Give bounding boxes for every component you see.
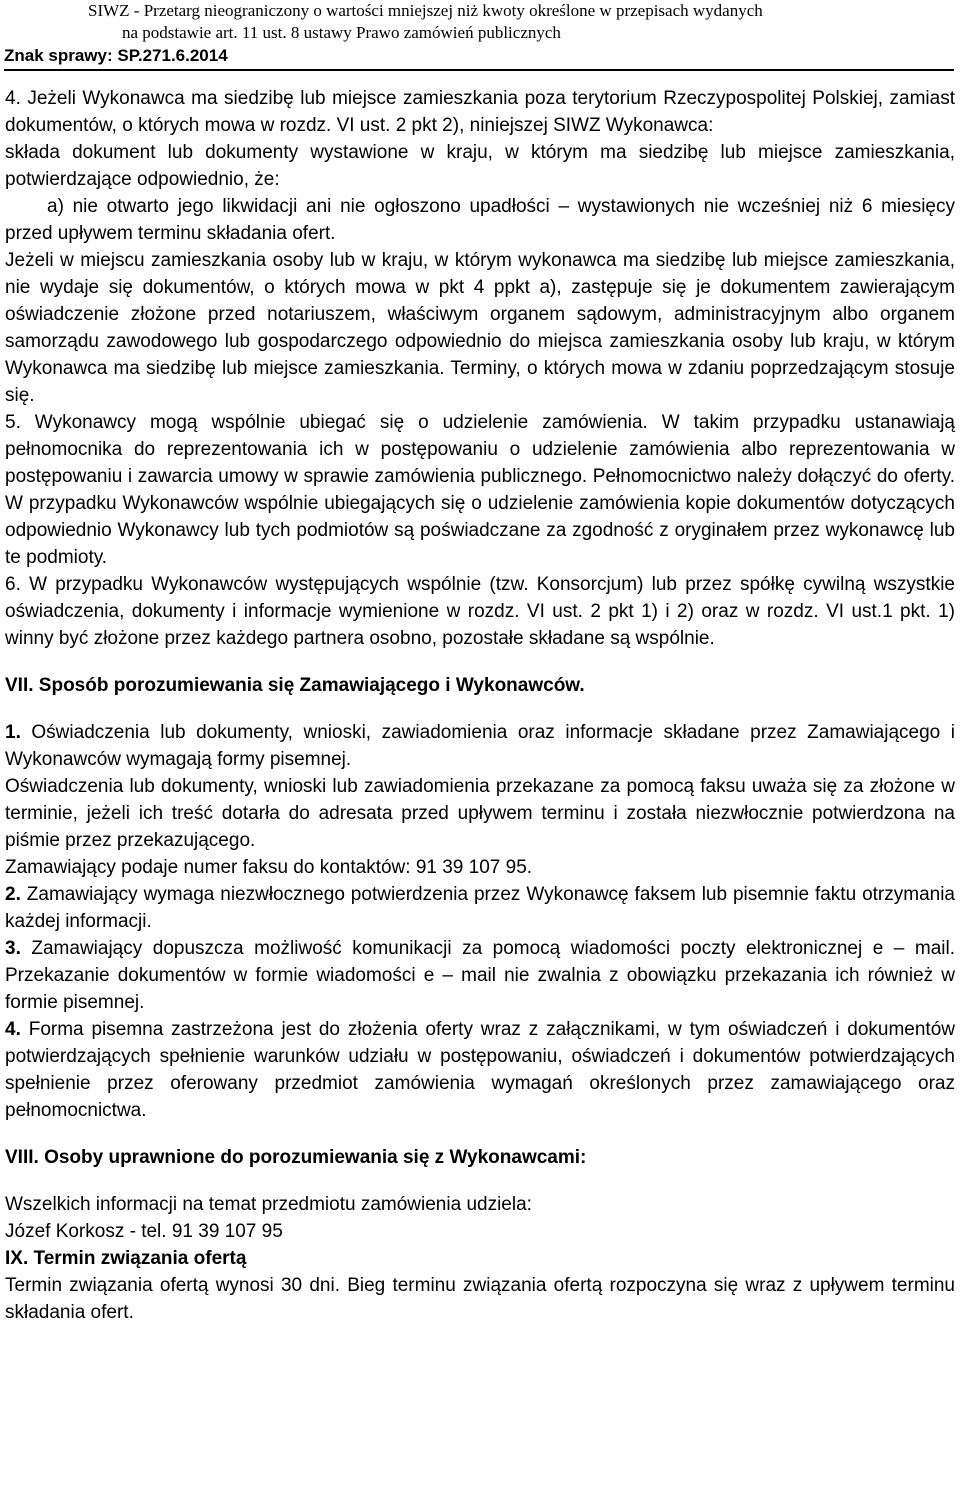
paragraph-4-intro: składa dokument lub dokumenty wystawione w kraju, w którym ma siedzibę lub miejsce zamieszkania, potwierdzające odpowiednio, że: [5,142,955,190]
spacer [5,1124,955,1144]
paragraph-4-item-a-text: a) nie otwarto jego likwidacji ani nie ogłoszono upadłości – wystawionych nie wcześniej niż 6 miesięcy przed upływem terminu składania ofert. [5,196,955,244]
section-8-heading: VIII. Osoby uprawnione do porozumiewania się z Wykonawcami: [5,1147,587,1168]
section-7-item-2-text: Zamawiający wymaga niezwłocznego potwierdzenia przez Wykonawcę faksem lub pisemnie faktu otrzymania każdej informacji. [5,884,955,932]
section-7-item-1-text: Oświadczenia lub dokumenty, wnioski, zawiadomienia oraz informacje składane przez Zamawiającego i Wykonawców wymagają formy pisemnej. [5,722,955,770]
section-9-heading: IX. Termin związania ofertą [5,1248,247,1269]
section-7-item-1-fax-number: Zamawiający podaje numer faksu do kontaktów: 91 39 107 95. [5,857,533,878]
paragraph-6: 6. W przypadku Wykonawców występujących wspólnie (tzw. Konsorcjum) lub przez spółkę cywilną wszystkie oświadczenia, dokumenty i informacje wymienione w rozdz. VI ust. 2 pkt 1) i 2) oraz w rozdz. VI ust.1 pkt. 1) winny być złożone przez każdego partnera osobno, pozostałe składane są wspólnie. [5,574,955,649]
paragraph-4-item-a [5,193,955,247]
paragraph-5: 5. Wykonawcy mogą wspólnie ubiegać się o udzielenie zamówienia. W takim przypadku ustanawiają pełnomocnika do reprezentowania ich w postępowaniu o udzielenie zamówienia albo reprezentowania w postępowaniu i zawarcia umowy w sprawie zamówienia publicznego. Pełnomocnictwo należy dołączyć do oferty. W przypadku Wykonawców wspólnie ubiegających się o udzielenie zamówienia kopie dokumentów dotyczących odpowiednio Wykonawcy lub tych podmiotów są poświadczane za zgodność z oryginałem przez wykonawcę lub te podmioty. [5,412,955,568]
document-header [0,0,960,70]
section-7-item-2 [5,881,955,935]
paragraph-4: 4. Jeżeli Wykonawca ma siedzibę lub miejsce zamieszkania poza terytorium Rzeczypospolitej Polskiej, zamiast dokumentów, o których mowa w rozdz. VI ust. 2 pkt 2), niniejszej SIWZ Wykonawca: [5,88,955,136]
section-7-item-1-fax: Oświadczenia lub dokumenty, wnioski lub zawiadomienia przekazane za pomocą faksu uważa się za złożone w terminie, jeżeli ich treść dotarła do adresata przed upływem terminu i została niezwłocznie potwierdzona na piśmie przez przekazującego. [5,776,955,851]
item-number: 1. [5,722,21,743]
section-7-item-3-text: Zamawiający dopuszcza możliwość komunikacji za pomocą wiadomości poczty elektronicznej e – mail. Przekazanie dokumentów w formie wiadomości e – mail nie zwalnia z obowiązku przekazania ich również w formie pisemnej. [5,938,955,1013]
item-number: 3. [5,938,21,959]
document-body [5,85,955,1326]
section-7-item-4-text: Forma pisemna zastrzeżona jest do złożenia oferty wraz z załącznikami, w tym oświadczeń i dokumentów potwierdzających spełnienie warunków udziału w postępowaniu, oświadczeń i dokumentów potwierdzających spełnienie przez oferowany przedmiot zamówienia wymagań określonych przez zamawiającego oraz pełnomocnictwa. [5,1019,955,1121]
header-title-line2: na podstawie art. 11 ust. 8 ustawy Prawo zamówień publicznych [122,23,561,42]
section-7-item-3 [5,935,955,1016]
section-8-text: Wszelkich informacji na temat przedmiotu zamówienia udziela: [5,1194,532,1215]
case-number: Znak sprawy: SP.271.6.2014 [4,46,228,65]
spacer [5,652,955,672]
item-number: 2. [5,884,21,905]
section-7-item-4 [5,1016,955,1124]
section-7-item-1 [5,719,955,773]
section-7-heading: VII. Sposób porozumiewania się Zamawiającego i Wykonawców. [5,675,585,696]
section-9-text: Termin związania ofertą wynosi 30 dni. Bieg terminu związania ofertą rozpoczyna się wraz z upływem terminu składania ofert. [5,1275,955,1323]
paragraph-4-note: Jeżeli w miejscu zamieszkania osoby lub w kraju, w którym wykonawca ma siedzibę lub miejsce zamieszkania, nie wydaje się dokumentów, o których mowa w pkt 4 ppkt a), zastępuje się je dokumentem zawierającym oświadczenie złożone przed notariuszem, właściwym organem sądowym, administracyjnym albo organem samorządu zawodowego lub gospodarczego odpowiednio do miejsca zamieszkania osoby lub kraju, w którym Wykonawca ma siedzibę lub miejsce zamieszkania. Terminy, o których mowa w zdaniu poprzedzającym stosuje się. [5,250,955,406]
spacer [5,699,955,719]
header-divider [4,69,954,71]
header-title-line1: SIWZ - Przetarg nieograniczony o wartości mniejszej niż kwoty określone w przepisach wydanych [88,1,763,20]
item-number: 4. [5,1019,21,1040]
contact-person: Józef Korkosz - tel. 91 39 107 95 [5,1221,283,1242]
spacer [5,1171,955,1191]
